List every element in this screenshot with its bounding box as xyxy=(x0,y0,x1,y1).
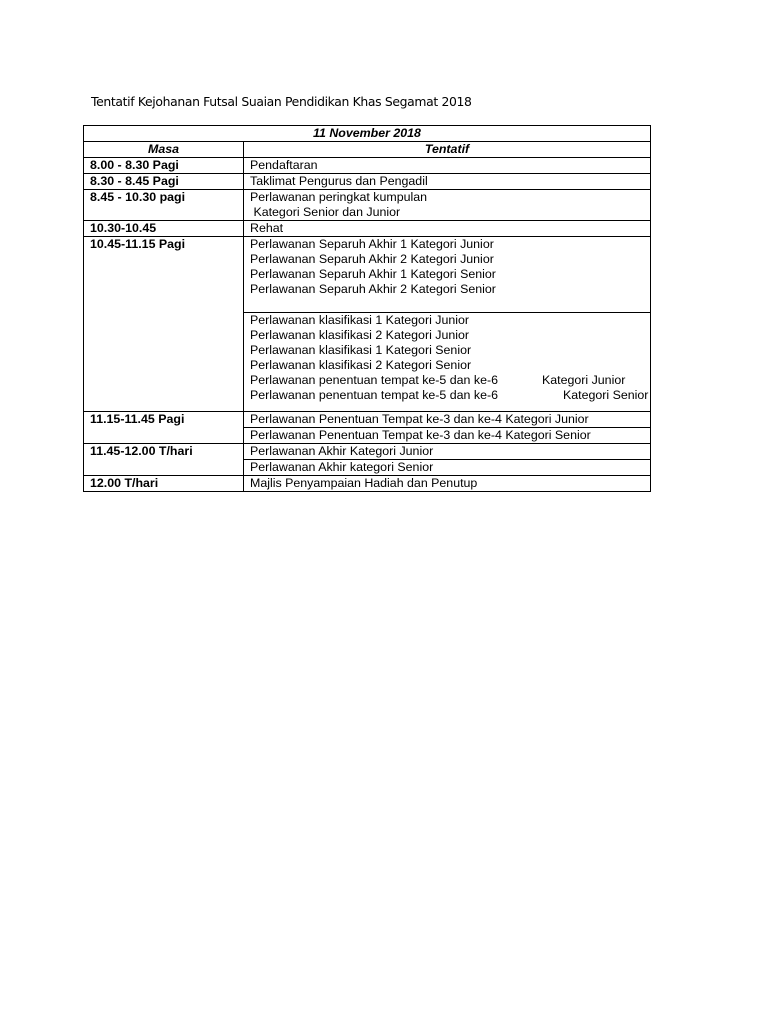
activity-line: Perlawanan Separuh Akhir 1 Kategori Senior xyxy=(250,267,496,281)
activity-line: Perlawanan Separuh Akhir 1 Kategori Junior xyxy=(250,237,494,251)
table-row xyxy=(84,158,651,174)
activity-cell xyxy=(244,174,651,190)
activity-line xyxy=(250,373,644,388)
time-cell: 8.45 - 10.30 pagi xyxy=(84,190,244,221)
activity-cell xyxy=(244,412,651,428)
placement-category: Kategori Junior xyxy=(542,373,626,387)
activity-line: Perlawanan Penentuan Tempat ke-3 dan ke-4 Kategori Senior xyxy=(250,428,591,442)
time-cell: 11.45-12.00 T/hari xyxy=(84,444,244,476)
activity-cell xyxy=(244,313,651,412)
activity-cell xyxy=(244,237,651,313)
activity-line: Perlawanan klasifikasi 2 Kategori Junior xyxy=(250,328,470,342)
placement-category: Kategori Senior xyxy=(563,388,649,402)
time-cell: 11.15-11.45 Pagi xyxy=(84,412,244,444)
activity-cell xyxy=(244,190,651,221)
activity-cell xyxy=(244,221,651,237)
activity-line: Perlawanan Akhir Kategori Junior xyxy=(250,444,434,458)
column-header-row xyxy=(84,142,651,158)
activity-line: Perlawanan klasifikasi 1 Kategori Senior xyxy=(250,343,472,357)
time-cell: 12.00 T/hari xyxy=(84,476,244,492)
activity-line: Perlawanan Separuh Akhir 2 Kategori Junior xyxy=(250,252,494,266)
table-row xyxy=(84,190,651,221)
table-row xyxy=(84,444,651,460)
column-header-time: Masa xyxy=(84,142,244,158)
document-title: Tentatif Kejohanan Futsal Suaian Pendidikan Khas Segamat 2018 xyxy=(91,94,472,109)
schedule-table xyxy=(83,125,651,492)
table-row xyxy=(84,412,651,428)
activity-cell xyxy=(244,158,651,174)
column-header-activity: Tentatif xyxy=(244,142,651,158)
date-header-row xyxy=(84,126,651,142)
activity-line: Taklimat Pengurus dan Pengadil xyxy=(250,174,428,188)
activity-cell xyxy=(244,476,651,492)
activity-line: Rehat xyxy=(250,221,284,235)
time-cell: 10.45-11.15 Pagi xyxy=(84,237,244,412)
time-cell: 8.30 - 8.45 Pagi xyxy=(84,174,244,190)
activity-line: Perlawanan Separuh Akhir 2 Kategori Senior xyxy=(250,282,496,296)
table-row xyxy=(84,476,651,492)
activity-line: Perlawanan Akhir kategori Senior xyxy=(250,460,434,474)
activity-line: Perlawanan peringkat kumpulan xyxy=(250,190,428,204)
activity-cell xyxy=(244,444,651,460)
time-cell: 10.30-10.45 xyxy=(84,221,244,237)
activity-line: Kategori Senior dan Junior xyxy=(250,205,401,219)
activity-cell xyxy=(244,428,651,444)
activity-line: Majlis Penyampaian Hadiah dan Penutup xyxy=(250,476,478,490)
table-row xyxy=(84,221,651,237)
activity-cell xyxy=(244,460,651,476)
placement-match: Perlawanan penentuan tempat ke-5 dan ke-6 xyxy=(250,388,498,402)
table-row xyxy=(84,237,651,313)
activity-line: Pendaftaran xyxy=(250,158,318,172)
activity-line: Perlawanan Penentuan Tempat ke-3 dan ke-4 Kategori Junior xyxy=(250,412,589,426)
activity-line: Perlawanan klasifikasi 1 Kategori Junior xyxy=(250,313,470,327)
time-cell: 8.00 - 8.30 Pagi xyxy=(84,158,244,174)
activity-line: Perlawanan klasifikasi 2 Kategori Senior xyxy=(250,358,472,372)
activity-line xyxy=(250,388,649,403)
table-row xyxy=(84,174,651,190)
date-header: 11 November 2018 xyxy=(84,126,651,142)
placement-match: Perlawanan penentuan tempat ke-5 dan ke-6 xyxy=(250,373,498,387)
